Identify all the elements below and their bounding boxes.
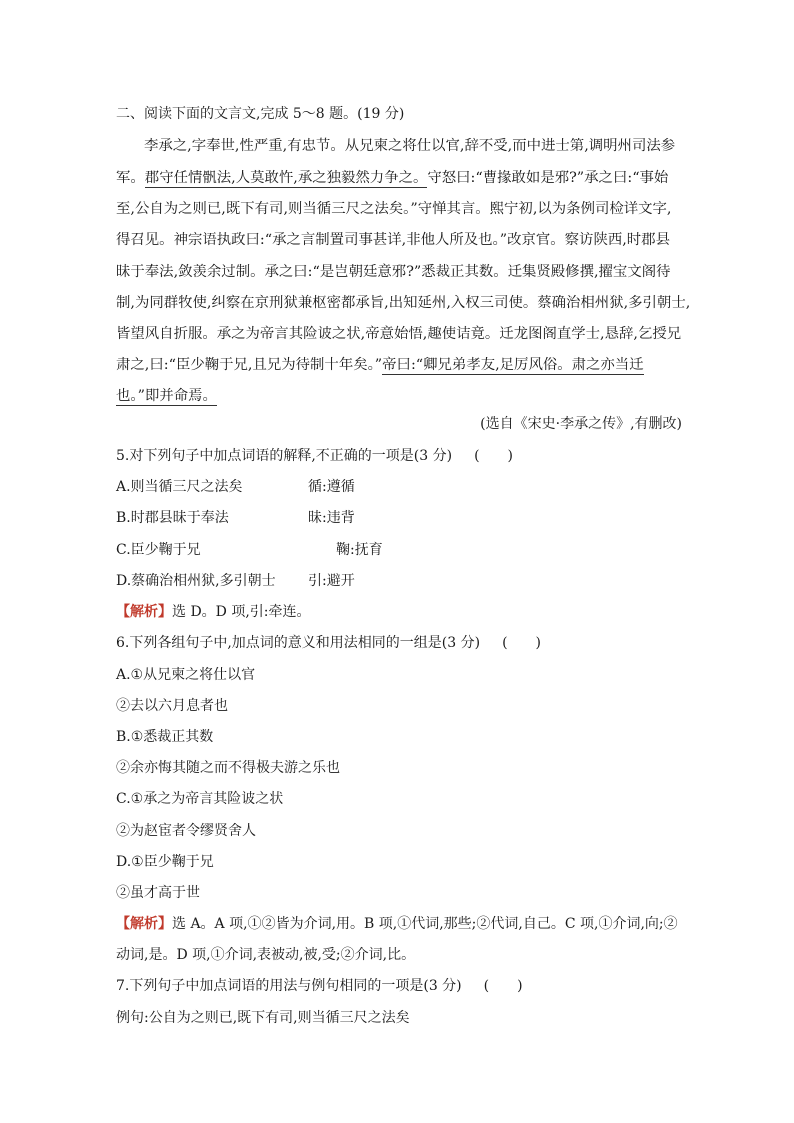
q5-option-c: C.臣少鞠于兄 bbox=[116, 542, 201, 558]
q5-option-b-def: 昧:违背 bbox=[308, 510, 355, 526]
passage-text: 守怒曰:“曹掾敢如是邪?”承之曰:“事始 bbox=[427, 170, 669, 186]
analysis-tag: 【解析】 bbox=[116, 604, 172, 620]
underlined-sentence-2: 帝曰:“卿兄弟孝友,足厉风俗。肃之亦当迁 bbox=[382, 357, 644, 373]
q5-stem-text: 5.对下列句子中加点词语的解释,不正确的一项是(3 分) bbox=[116, 448, 453, 464]
q5-analysis-text: 选 D。D 项,引:牵连。 bbox=[172, 604, 311, 620]
underlined-sentence-2-cont: 也。”即并命焉。 bbox=[116, 388, 217, 404]
passage-line-2 bbox=[116, 168, 682, 188]
q6-stem bbox=[116, 633, 541, 653]
passage-line-6: 制,为同群牧使,纠察在京刑狱兼枢密都承旨,出知延州,入权三司使。蔡确治相州狱,多引朝士, bbox=[116, 295, 691, 311]
q7-stem bbox=[116, 976, 523, 996]
q5-option-d: D.蔡确治相州狱,多引朝士 bbox=[116, 573, 276, 589]
q6-line-8: ②虽才高于世 bbox=[116, 885, 200, 901]
q7-stem-text: 7.下列句子中加点词语的用法与例句相同的一项是(3 分) bbox=[116, 978, 462, 994]
q6-analysis bbox=[116, 914, 678, 934]
q5-option-c-def: 鞠:抚育 bbox=[336, 542, 383, 558]
passage-text: 肃之,曰:“臣少鞠于兄,且兄为待制十年矣。” bbox=[116, 357, 383, 373]
passage-line-5: 昧于奉法,敛羡余过制。承之曰:“是岂朝廷意邪?”悉裁正其数。迁集贤殿修撰,擢宝文阁待 bbox=[116, 264, 671, 280]
section-heading: 二、阅读下面的文言文,完成 5～8 题。(19 分) bbox=[116, 106, 405, 122]
q6-analysis-cont: 动词,是。D 项,①介词,表被动,被,受;②介词,比。 bbox=[116, 947, 416, 963]
q6-answer-blank: ( ) bbox=[502, 635, 542, 651]
q6-analysis-text: 选 A。A 项,①②皆为介词,用。B 项,①代词,那些;②代词,自己。C 项,①介词,向;② bbox=[172, 916, 678, 932]
passage-line-3: 至,公自为之则已,既下有司,则当循三尺之法矣。”守惮其言。熙宁初,以为条例司检详文字, bbox=[116, 201, 672, 217]
q5-option-a: A.则当循三尺之法矣 bbox=[116, 479, 243, 495]
q6-line-4: ②余亦悔其随之而不得极夫游之乐也 bbox=[116, 760, 340, 776]
q6-line-5: C.①承之为帝言其险诐之状 bbox=[116, 791, 284, 807]
q7-answer-blank: ( ) bbox=[483, 978, 523, 994]
underlined-sentence-1: 郡守任情骪法,人莫敢忤,承之独毅然力争之。 bbox=[144, 170, 428, 186]
q6-line-6: ②为赵宦者令缪贤舍人 bbox=[116, 823, 256, 839]
passage-line-1: 李承之,字奉世,性严重,有忠节。从兄柬之将仕以官,辞不受,而中进士第,调明州司法参 bbox=[144, 138, 676, 154]
q5-answer-blank: ( ) bbox=[474, 448, 514, 464]
passage-text: 军。 bbox=[116, 170, 145, 186]
q7-example: 例句:公自为之则已,既下有司,则当循三尺之法矣 bbox=[116, 1010, 410, 1026]
q5-option-b: B.时郡县昧于奉法 bbox=[116, 510, 229, 526]
q6-stem-text: 6.下列各组句子中,加点词的意义和用法相同的一组是(3 分) bbox=[116, 635, 481, 651]
q6-line-7: D.①臣少鞠于兄 bbox=[116, 854, 214, 870]
passage-line-9 bbox=[116, 386, 682, 406]
passage-line-8 bbox=[116, 355, 682, 375]
q5-option-a-def: 循:遵循 bbox=[308, 479, 355, 495]
q5-stem bbox=[116, 446, 513, 466]
q5-analysis bbox=[116, 602, 311, 622]
passage-line-4: 得召见。神宗语执政曰:“承之言制置司事甚详,非他人所及也。”改京官。察访陕西,时郡县 bbox=[116, 232, 670, 248]
passage-line-7: 皆望风自折服。承之为帝言其险诐之状,帝意始悟,趣使诘竟。迁龙图阁直学士,恳辞,乞授兄 bbox=[116, 326, 682, 342]
q6-line-1: A.①从兄柬之将仕以官 bbox=[116, 667, 256, 683]
passage-source: (选自《宋史·李承之传》,有删改) bbox=[480, 416, 682, 432]
q6-line-3: B.①悉裁正其数 bbox=[116, 729, 214, 745]
analysis-tag: 【解析】 bbox=[116, 916, 172, 932]
q5-option-d-def: 引:避开 bbox=[308, 573, 355, 589]
q6-line-2: ②去以六月息者也 bbox=[116, 698, 228, 714]
